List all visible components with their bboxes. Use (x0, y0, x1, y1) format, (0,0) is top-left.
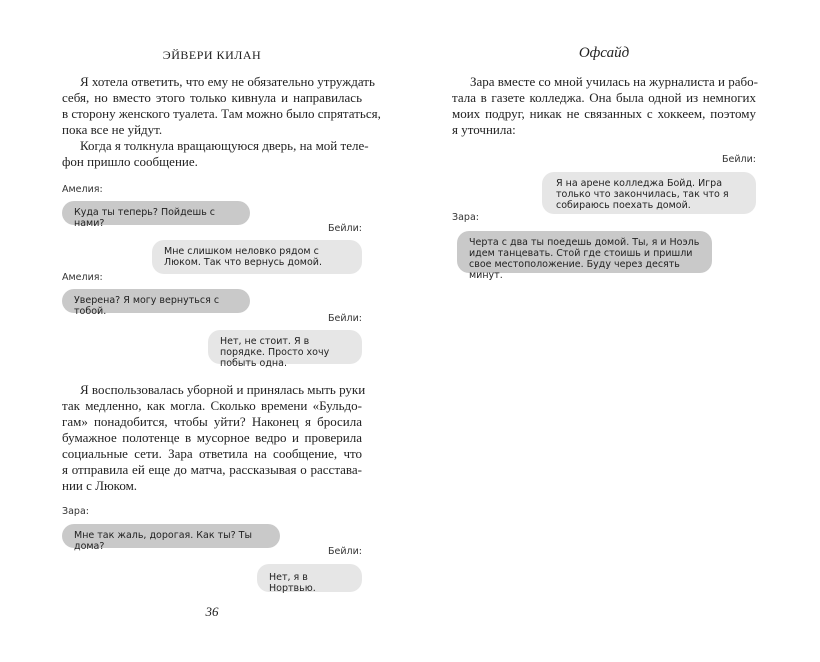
message-bubble-incoming: Куда ты теперь? Пойдешь с нами? (62, 201, 250, 225)
sender-label: Бейли: (722, 154, 756, 165)
text-line: нии с Люком. (62, 478, 138, 493)
message-bubble-outgoing: Нет, не стоит. Я в порядке. Просто хочу побыть одна. (208, 330, 362, 364)
text-line: социальные сети. Зара ответила на сообщение, что (62, 446, 362, 461)
sender-label: Бейли: (328, 313, 362, 324)
text-line: Когда я толкнула вращающуюся дверь, на мой теле- (80, 138, 369, 153)
text-line: фон пришло сообщение. (62, 154, 198, 169)
running-head-title: Офсайд (578, 45, 630, 61)
message-bubble-outgoing: Мне слишком неловко рядом с Люком. Так что вернусь домой. (152, 240, 362, 274)
message-bubble-incoming: Мне так жаль, дорогая. Как ты? Ты дома? (62, 524, 280, 548)
sender-label: Амелия: (62, 272, 103, 283)
message-bubble-outgoing: Нет, я в Нортвью. (257, 564, 362, 592)
text-line: так медленно, как могла. Сколько времени «Бульдо- (62, 398, 362, 413)
text-line: я уточнила: (452, 122, 516, 137)
text-line: моих подруг, никак не связанных с хоккеем, поэтому (452, 106, 756, 121)
sender-label: Зара: (62, 506, 89, 517)
text-line: бумажное полотенце в мусорное ведро и проверила (62, 430, 362, 445)
paragraph (62, 382, 366, 494)
paragraph (62, 74, 381, 170)
text-line: в сторону женского туалета. Там можно было спрятаться, (62, 106, 381, 121)
text-line: тала в газете колледжа. Она была одной из немногих (452, 90, 756, 105)
sender-label: Амелия: (62, 184, 103, 195)
message-bubble-outgoing: Я на арене колледжа Бойд. Игра только что закончилась, так что я собираюсь поехать домой. (542, 172, 756, 214)
sender-label: Бейли: (328, 546, 362, 557)
text-line: пока все не уйдут. (62, 122, 163, 137)
text-line: Я воспользовалась уборной и принялась мыть руки (80, 382, 366, 397)
paragraph (452, 74, 756, 138)
message-bubble-incoming: Уверена? Я могу вернуться с тобой. (62, 289, 250, 313)
text-line: я отправила ей еще до матча, рассказывая о расстава- (62, 462, 362, 477)
text-line: себя, но вместо этого только кивнула и направилась (62, 90, 362, 105)
text-line: гам» понадобится, чтобы уйти? Наконец я бросила (62, 414, 362, 429)
running-head-author: ЭЙВЕРИ КИЛАН (162, 48, 262, 62)
page-number: 36 (205, 604, 219, 619)
message-bubble-incoming: Черта с два ты поедешь домой. Ты, я и Ноэль идем танцевать. Стой где стоишь и пришли свое местоположение. Буду через десять минут. (457, 231, 712, 273)
text-line: Я хотела ответить, что ему не обязательно утруждать (80, 74, 375, 89)
sender-label: Бейли: (328, 223, 362, 234)
text-line: Зара вместе со мной училась на журналиста и рабо- (470, 74, 758, 89)
sender-label: Зара: (452, 212, 479, 223)
